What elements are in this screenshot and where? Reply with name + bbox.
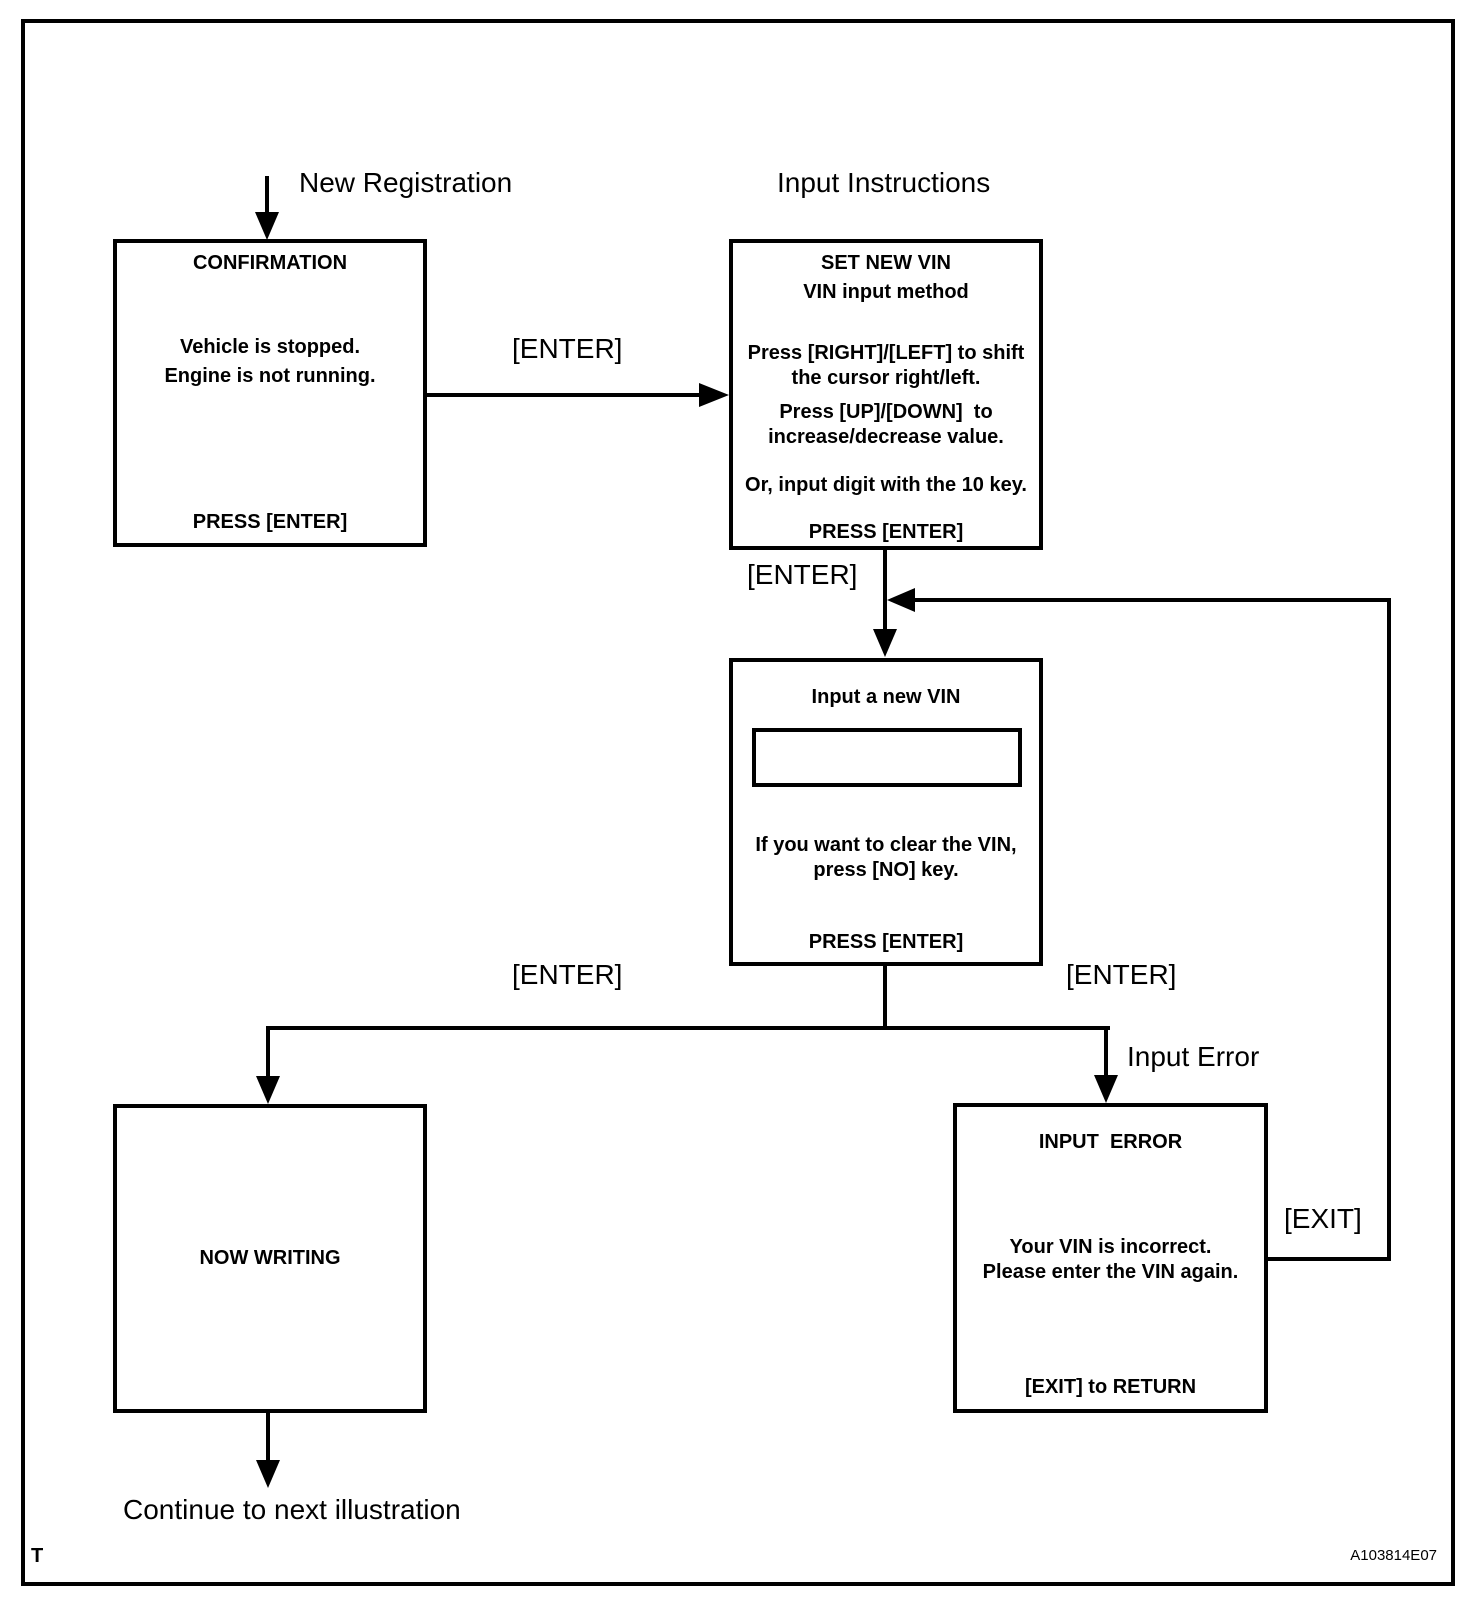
connector-branch-left-drop bbox=[266, 1026, 270, 1080]
label-enter-branch-left: [ENTER] bbox=[512, 959, 623, 990]
screen-footer: [EXIT] to RETURN bbox=[1024, 1376, 1197, 1398]
arrowhead-into-input-vin-icon bbox=[873, 629, 897, 657]
screen-text: If you want to clear the VIN, bbox=[755, 834, 1017, 856]
connector-exit-horizontal bbox=[1268, 1257, 1391, 1261]
label-continue-note: Continue to next illustration bbox=[123, 1494, 461, 1525]
figure-id: A103814E07 bbox=[1350, 1547, 1437, 1564]
connector-branch-horizontal bbox=[266, 1026, 1110, 1030]
connector-confirm-to-set bbox=[427, 393, 702, 397]
screen-subtitle: VIN input method bbox=[803, 281, 969, 303]
arrowhead-entry-down-icon bbox=[255, 212, 279, 240]
label-input-instructions: Input Instructions bbox=[777, 167, 991, 198]
arrowhead-return-left-icon bbox=[887, 588, 915, 612]
label-enter-set-to-input: [ENTER] bbox=[747, 559, 858, 590]
screen-footer: PRESS [ENTER] bbox=[808, 521, 964, 543]
screen-title: INPUT ERROR bbox=[1038, 1131, 1183, 1153]
screen-text: Press [RIGHT]/[LEFT] to shift bbox=[747, 342, 1025, 364]
arrowhead-into-input-error-icon bbox=[1094, 1075, 1118, 1103]
vin-entry-field bbox=[752, 728, 1022, 787]
screen-footer: PRESS [ENTER] bbox=[192, 511, 348, 533]
screen-now-writing bbox=[113, 1104, 427, 1413]
connector-branch-stem bbox=[883, 966, 887, 1028]
screen-input-new-vin bbox=[729, 658, 1043, 966]
screen-confirmation bbox=[113, 239, 427, 547]
connector-return-vertical bbox=[1387, 598, 1391, 1261]
label-enter-confirm-to-set: [ENTER] bbox=[512, 333, 623, 364]
screen-title: CONFIRMATION bbox=[192, 252, 348, 274]
screen-title: Input a new VIN bbox=[811, 686, 961, 708]
screen-title: NOW WRITING bbox=[199, 1247, 341, 1269]
screen-text: increase/decrease value. bbox=[768, 426, 1004, 448]
arrowhead-continue-icon bbox=[256, 1460, 280, 1488]
screen-text: Engine is not running. bbox=[164, 365, 376, 387]
label-input-error: Input Error bbox=[1127, 1041, 1260, 1072]
screen-text: Your VIN is incorrect. bbox=[1009, 1236, 1212, 1258]
arrowhead-into-set-vin-icon bbox=[699, 383, 729, 407]
screen-title: SET NEW VIN bbox=[820, 252, 951, 274]
label-new-registration: New Registration bbox=[299, 167, 513, 198]
screen-set-new-vin bbox=[729, 239, 1043, 550]
arrowhead-into-now-writing-icon bbox=[256, 1076, 280, 1104]
connector-continue-shaft bbox=[266, 1413, 270, 1463]
connector-branch-right-drop bbox=[1104, 1026, 1108, 1078]
screen-input-error bbox=[953, 1103, 1268, 1413]
page-corner-mark: T bbox=[31, 1545, 44, 1567]
label-exit: [EXIT] bbox=[1284, 1203, 1362, 1234]
screen-text: press [NO] key. bbox=[813, 859, 959, 881]
screen-text: Or, input digit with the 10 key. bbox=[745, 474, 1027, 496]
screen-text: Vehicle is stopped. bbox=[179, 336, 361, 358]
screen-text: Press [UP]/[DOWN] to bbox=[779, 401, 993, 423]
connector-return-top bbox=[912, 598, 1391, 602]
screen-text: the cursor right/left. bbox=[791, 367, 981, 389]
screen-footer: PRESS [ENTER] bbox=[808, 931, 964, 953]
connector-entry-shaft bbox=[265, 176, 269, 216]
screen-text: Please enter the VIN again. bbox=[982, 1261, 1239, 1283]
label-enter-branch-right: [ENTER] bbox=[1066, 959, 1177, 990]
